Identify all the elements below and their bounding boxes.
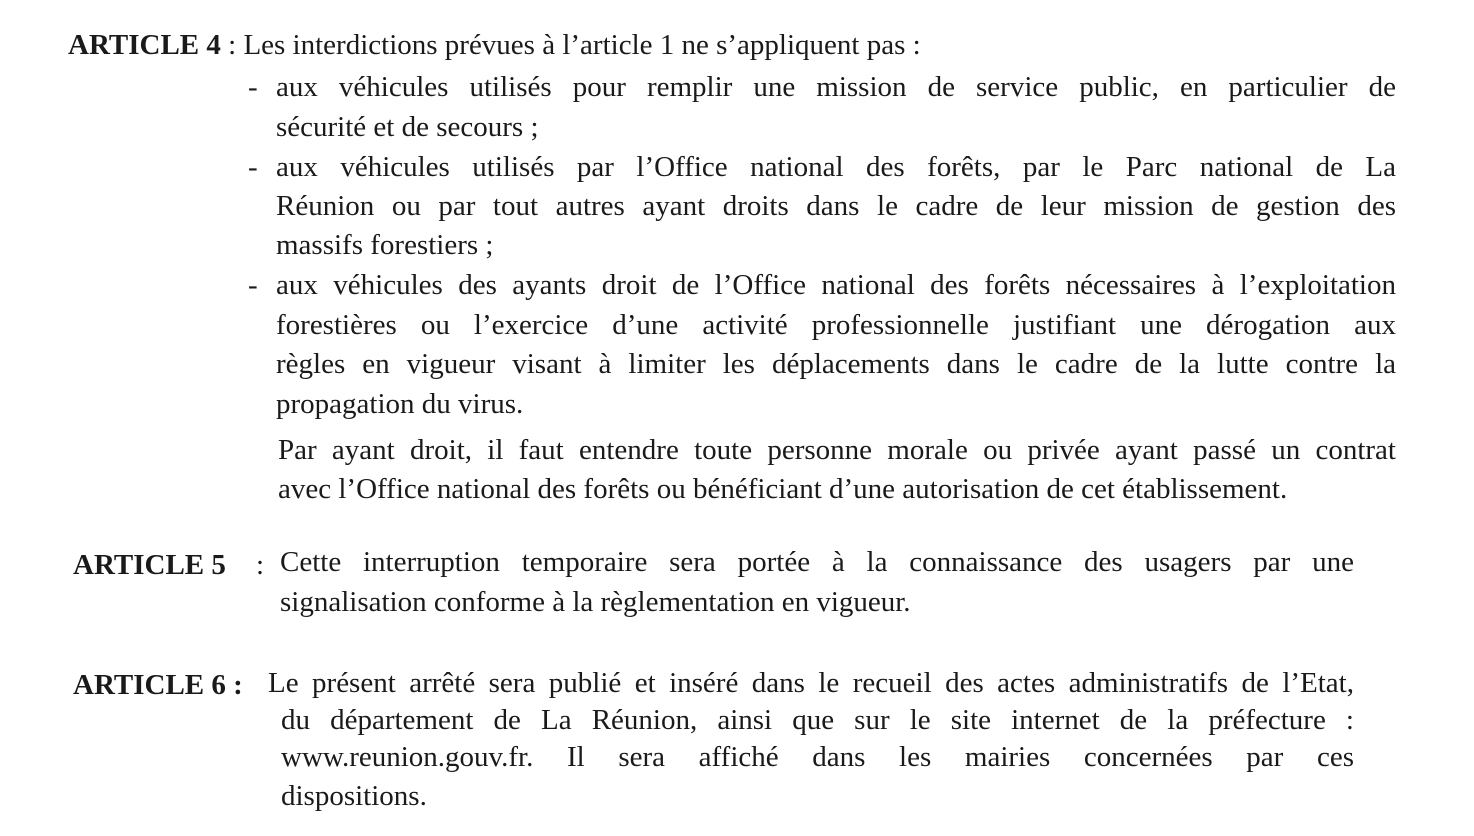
list-item-line: aux véhicules utilisés pour remplir une mission de service public, en particulier de	[276, 71, 1396, 103]
article-4-intro: Les interdictions prévues à l’article 1 ne s’appliquent pas :	[243, 29, 921, 61]
article-5-separator: :	[256, 549, 265, 581]
list-bullet: -	[248, 71, 258, 103]
list-item-line: règles en vigueur visant à limiter les déplacements dans le cadre de la lutte contre la	[276, 348, 1396, 380]
article-6-line: Le présent arrêté sera publié et inséré dans le recueil des actes administratifs de l’Etat,	[268, 667, 1354, 699]
article-4-separator: :	[220, 29, 244, 61]
article-5-line: Cette interruption temporaire sera portée à la connaissance des usagers par une	[280, 546, 1354, 578]
article-6-label: ARTICLE 6 :	[73, 669, 243, 701]
list-bullet: -	[248, 151, 258, 183]
article-6-line: www.reunion.gouv.fr. Il sera affiché dans les mairies concernées par ces	[281, 741, 1354, 773]
article-5-line: signalisation conforme à la règlementation en vigueur.	[280, 586, 911, 618]
list-item-line: propagation du virus.	[276, 388, 524, 420]
list-item-line: massifs forestiers ;	[276, 229, 494, 261]
article-6-line: du département de La Réunion, ainsi que sur le site internet de la préfecture :	[281, 704, 1354, 736]
article-5-label: ARTICLE 5	[73, 549, 226, 581]
list-item-line: sécurité et de secours ;	[276, 111, 539, 143]
list-item-line: Réunion ou par tout autres ayant droits dans le cadre de leur mission de gestion des	[276, 190, 1396, 222]
article-4-heading	[68, 26, 921, 64]
list-item-line: aux véhicules utilisés par l’Office national des forêts, par le Parc national de La	[276, 151, 1396, 183]
article-6-line: dispositions.	[281, 780, 427, 812]
note-line: avec l’Office national des forêts ou bénéficiant d’une autorisation de cet établissement.	[278, 473, 1288, 505]
list-bullet: -	[248, 269, 258, 301]
article-4-label: ARTICLE 4	[68, 29, 221, 61]
list-item-line: aux véhicules des ayants droit de l’Office national des forêts nécessaires à l’exploitation	[276, 269, 1396, 301]
note-line: Par ayant droit, il faut entendre toute personne morale ou privée ayant passé un contrat	[278, 434, 1396, 466]
list-item-line: forestières ou l’exercice d’une activité professionnelle justifiant une dérogation aux	[276, 309, 1396, 341]
